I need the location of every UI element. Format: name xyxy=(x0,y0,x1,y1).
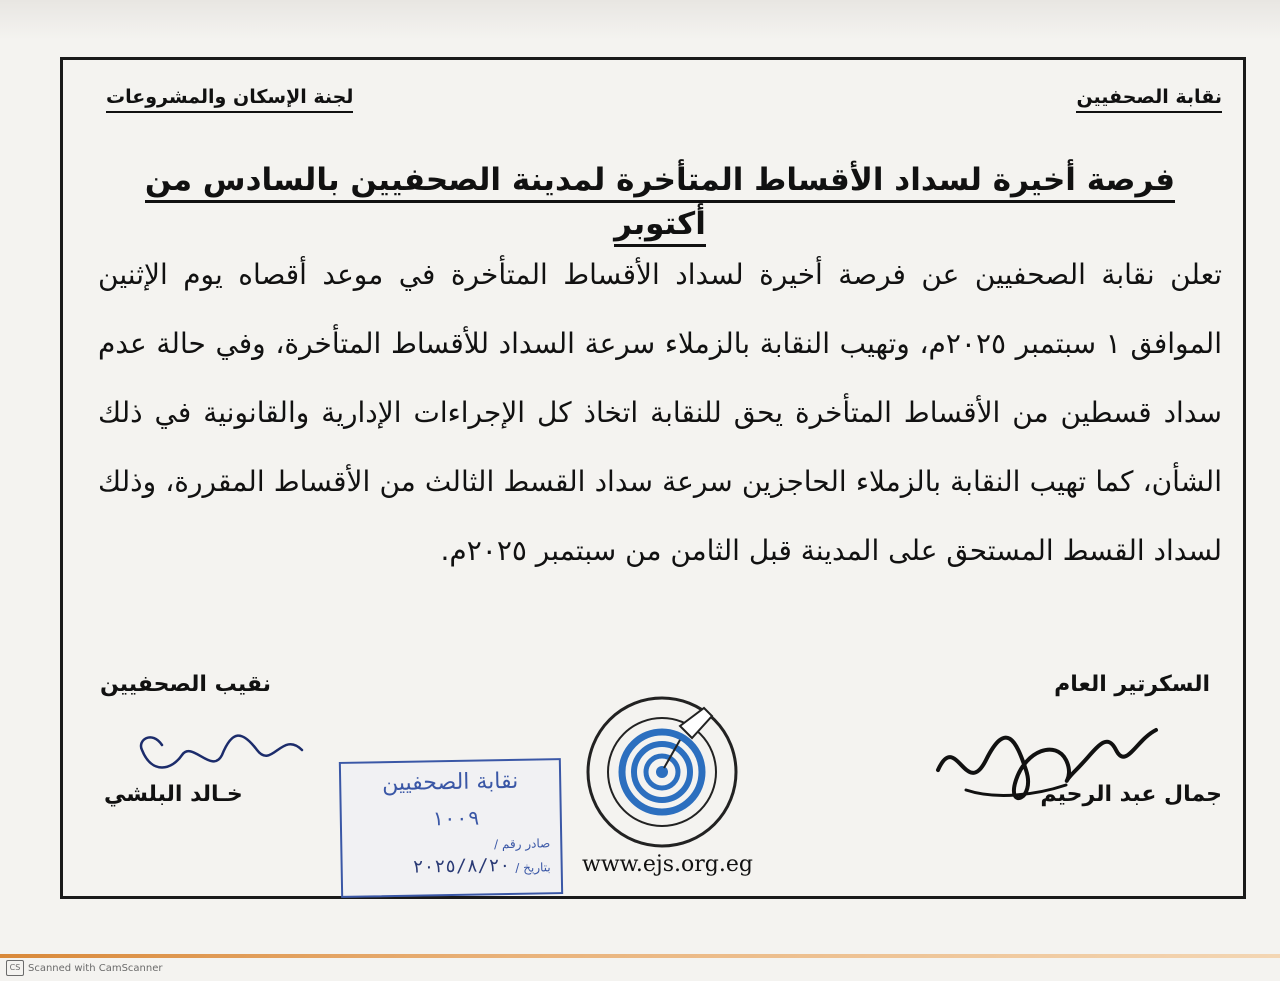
stamp-number: ١٠٠٩ xyxy=(431,805,481,831)
secretary-title: السكرتير العام xyxy=(1054,672,1210,697)
camscanner-icon: CS xyxy=(6,960,24,976)
announcement-body: تعلن نقابة الصحفيين عن فرصة أخيرة لسداد الأقساط المتأخرة في موعد أقصاه يوم الإثنين الموافق ١ سبتمبر ٢٠٢٥م، وتهيب النقابة بالزملاء سرعة السداد للأقساط المتأخرة، وفي حالة عدم سداد قسطين من الأقساط المتأخرة يحق للنقابة اتخاذ كل الإجراءات الإدارية والقانونية في ذلك الشأن، كما تهيب النقابة بالزملاء الحاجزين سرعة سداد القسط الثالث من الأقساط المقررة، وذلك لسداد القسط المستحق على المدينة قبل الثامن من سبتمبر ٢٠٢٥م. xyxy=(98,258,1222,567)
camscanner-text: Scanned with CamScanner xyxy=(28,962,163,974)
syndicate-seal xyxy=(572,686,748,854)
committee-header: لجنة الإسكان والمشروعات xyxy=(106,86,353,113)
secretary-name: جمال عبد الرحيم xyxy=(1040,782,1222,807)
stamp-title: نقابة الصحفيين xyxy=(381,768,519,797)
scan-bottom-bar xyxy=(0,954,1280,958)
camscanner-watermark xyxy=(6,960,163,976)
scan-edge xyxy=(0,0,1280,40)
outgoing-stamp xyxy=(339,758,563,898)
head-name: خـالد البلشي xyxy=(104,782,243,807)
headline xyxy=(130,158,1190,246)
stamp-date: ٢٠٢٥/٨/٢٠ xyxy=(412,854,511,878)
headline-text: فرصة أخيرة لسداد الأقساط المتأخرة لمدينة الصحفيين بالسادس من أكتوبر xyxy=(145,162,1175,247)
head-signature xyxy=(122,720,312,780)
stamp-date-label: بتاريخ / xyxy=(515,860,551,875)
org-name-header: نقابة الصحفيين xyxy=(1076,86,1222,113)
website-url: www.ejs.org.eg xyxy=(582,852,753,877)
head-title: نقيب الصحفيين xyxy=(100,672,271,697)
stamp-issued-label: صادر رقم / xyxy=(493,836,551,852)
